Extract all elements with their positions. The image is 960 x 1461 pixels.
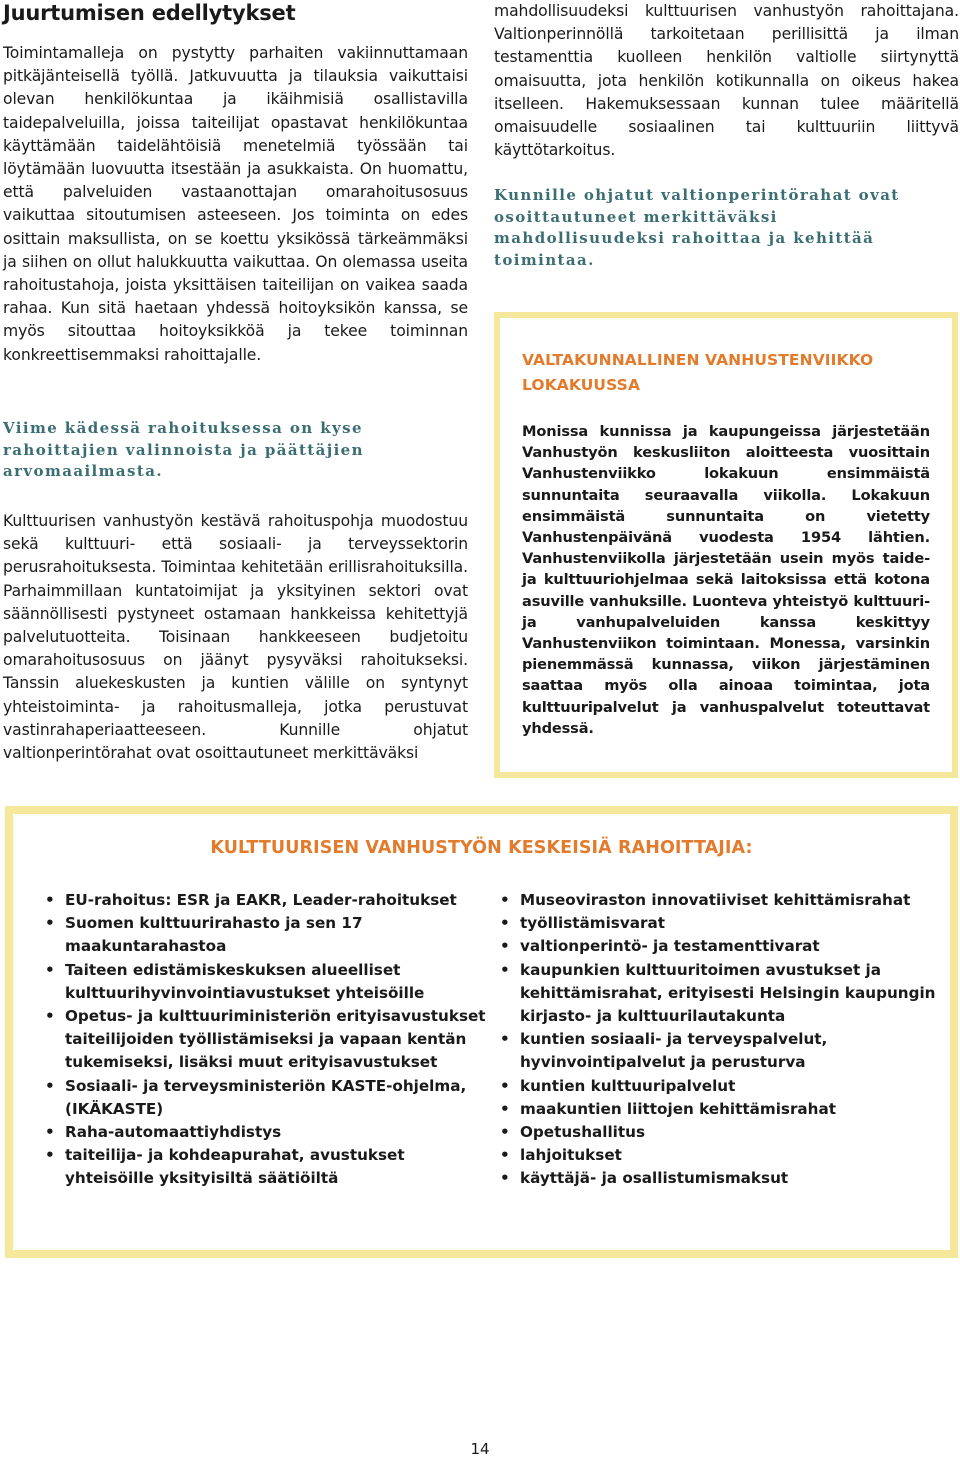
left-body-2-block — [3, 510, 468, 765]
list-item: • Opetus- ja kulttuuriministeriön erityisavustukset taiteilijoiden työllistämiseksi ja vapaan kentän tukemiseksi, lisäksi muut erityisavustukset — [51, 1005, 491, 1075]
list-item: • käyttäjä- ja osallistumismaksut — [506, 1167, 946, 1190]
list-item: • kaupunkien kulttuuritoimen avustukset ja kehittämisrahat, erityisesti Helsingin kaupungin kirjasto- ja kulttuurilautakunta — [506, 959, 946, 1029]
left-paragraph-1: Toimintamalleja on pystytty parhaiten vakiinnuttamaan pitkäjänteisellä työllä. Jatkuvuutta ja tilauksia vaikuttaisi olevan henkilökuntaa ja ikäihmisiä osallistavilla taidepalveluilla, joissa taiteilijat opastavat henkilökuntaa käyttämään taidelähtöisiä menetelmiä työssään tai löytämään luovuutta itsestään ja asukkaista. On huomattu, että palveluiden vastaanottajan omarahoitusosuus vaikuttaa sitoutumisen asteeseen. Jos toiminta on edes osittain maksullista, on se koettu yksikössä tärkeämmäksi ja siihen on ollut halukkuutta vaikuttaa. On olemassa useita rahoitustahoja, joista yksittäisen taiteilijan on vaikea saada rahaa. Kun sitä haetaan yhdessä hoitoyksikön kanssa, se myös sitouttaa hoitoyksikköä ja tekee toiminnan konkreettisemmaksi rahoittajalle. — [3, 44, 468, 364]
funders-box — [5, 806, 958, 1258]
list-item: • maakuntien liittojen kehittämisrahat — [506, 1098, 946, 1121]
right-column — [494, 0, 959, 162]
right-pull-quote: Kunnille ohjatut valtionperintörahat ovat osoittautuneet merkittäväksi mahdollisuudeksi rahoittaa ja kehittää toimintaa. — [494, 186, 900, 269]
funders-title: KULTTUURISEN VANHUSTYÖN KESKEISIÄ RAHOITTAJIA: — [210, 838, 753, 858]
elderly-week-info-box — [494, 312, 958, 778]
list-item: • Opetushallitus — [506, 1121, 946, 1144]
list-item: • EU-rahoitus: ESR ja EAKR, Leader-rahoitukset — [51, 889, 491, 912]
left-column — [3, 0, 468, 367]
elderly-week-body: Monissa kunnissa ja kaupungeissa järjestetään Vanhustyön keskusliiton aloitteesta vuosittain Vanhustenviikko lokakuun ensimmäistä sunnuntaita seuraavalla viikolla. Lokakuun ensimmäistä sunnuntaita on vietetty Vanhustenpäivänä vuodesta 1954 lähtien. Vanhustenviikolla järjestetään usein myös taide- ja kulttuuriohjelmaa sekä laitoksissa että kotona asuville vanhuksille. Luonteva yhteistyö kulttuuri- ja vanhupalveluiden kanssa keskittyy Vanhustenviikon toimintaan. Monessa, varsinkin pienemmässä kunnassa, viikon järjestäminen saattaa myös olla ainoaa toimintaa, jota kulttuuripalvelut ja vanhuspalvelut toteuttavat yhdessä. — [522, 423, 930, 737]
funders-list-right — [490, 889, 946, 1191]
list-item: • kuntien sosiaali- ja terveyspalvelut, hyvinvointipalvelut ja perusturva — [506, 1028, 946, 1074]
list-item: • valtionperintö- ja testamenttivarat — [506, 935, 946, 958]
elderly-week-title: VALTAKUNNALLINEN VANHUSTENVIIKKO LOKAKUUSSA — [522, 351, 874, 394]
list-item: • työllistämisvarat — [506, 912, 946, 935]
left-pull-quote: Viime kädessä rahoituksessa on kyse rahoittajien valinnoista ja päättäjien arvomaailmasta. — [3, 419, 364, 480]
list-item: • taiteilija- ja kohdeapurahat, avustukset yhteisöille yksityisiltä säätiöiltä — [51, 1144, 491, 1190]
right-pull-quote-block — [494, 185, 954, 271]
left-paragraph-2: Kulttuurisen vanhustyön kestävä rahoituspohja muodostuu sekä kulttuuri- että sosiaali- ja terveyssektorin perusrahoituksesta. Toimintaa kehitetään erillisrahoituksilla. Parhaimmillaan kuntatoimijat ja yksityinen sektori ovat säännöllisesti pystyneet ostamaan hankkeissa kehitettyjä palvelutuotteita. Toisinaan hankkeeseen budjetoitu omarahoitusosuus on jäänyt pysyväksi rahoitukseksi. Tanssin aluekeskusten ja kuntien välille on syntynyt yhteistoiminta- ja rahoitusmalleja, jotka perustuvat vastinrahaperiaatteeseen. Kunnille ohjatut valtionperintörahat ovat osoittautuneet merkittäväksi — [3, 512, 468, 763]
list-item: • Sosiaali- ja terveysministeriön KASTE-ohjelma, (IKÄKASTE) — [51, 1075, 491, 1121]
list-item: • Taiteen edistämiskeskuksen alueelliset kulttuurihyvinvointiavustukset yhteisöille — [51, 959, 491, 1005]
list-item: • Suomen kulttuurirahasto ja sen 17 maakuntarahastoa — [51, 912, 491, 958]
list-item: • kuntien kulttuuripalvelut — [506, 1075, 946, 1098]
funders-list-left — [35, 889, 491, 1191]
list-item: • Raha-automaattiyhdistys — [51, 1121, 491, 1144]
list-item: • Museoviraston innovatiiviset kehittämisrahat — [506, 889, 946, 912]
section-heading: Juurtumisen edellytykset — [3, 1, 296, 25]
list-item: • lahjoitukset — [506, 1144, 946, 1167]
page-number: 14 — [470, 1440, 490, 1458]
left-pull-quote-block — [3, 418, 463, 483]
right-paragraph-1: mahdollisuudeksi kulttuurisen vanhustyön rahoittajana. Valtionperinnöllä tarkoitetaan perillisittä ja ilman testamenttia kuolleen henkilön valtiolle siirtynyttä omaisuutta, jota henkilön kotikunnalla on oikeus hakea itselleen. Hakemuksessaan kunnan tulee määritellä omaisuudelle sosiaalinen tai kulttuuriin liittyvä käyttötarkoitus. — [494, 2, 959, 160]
